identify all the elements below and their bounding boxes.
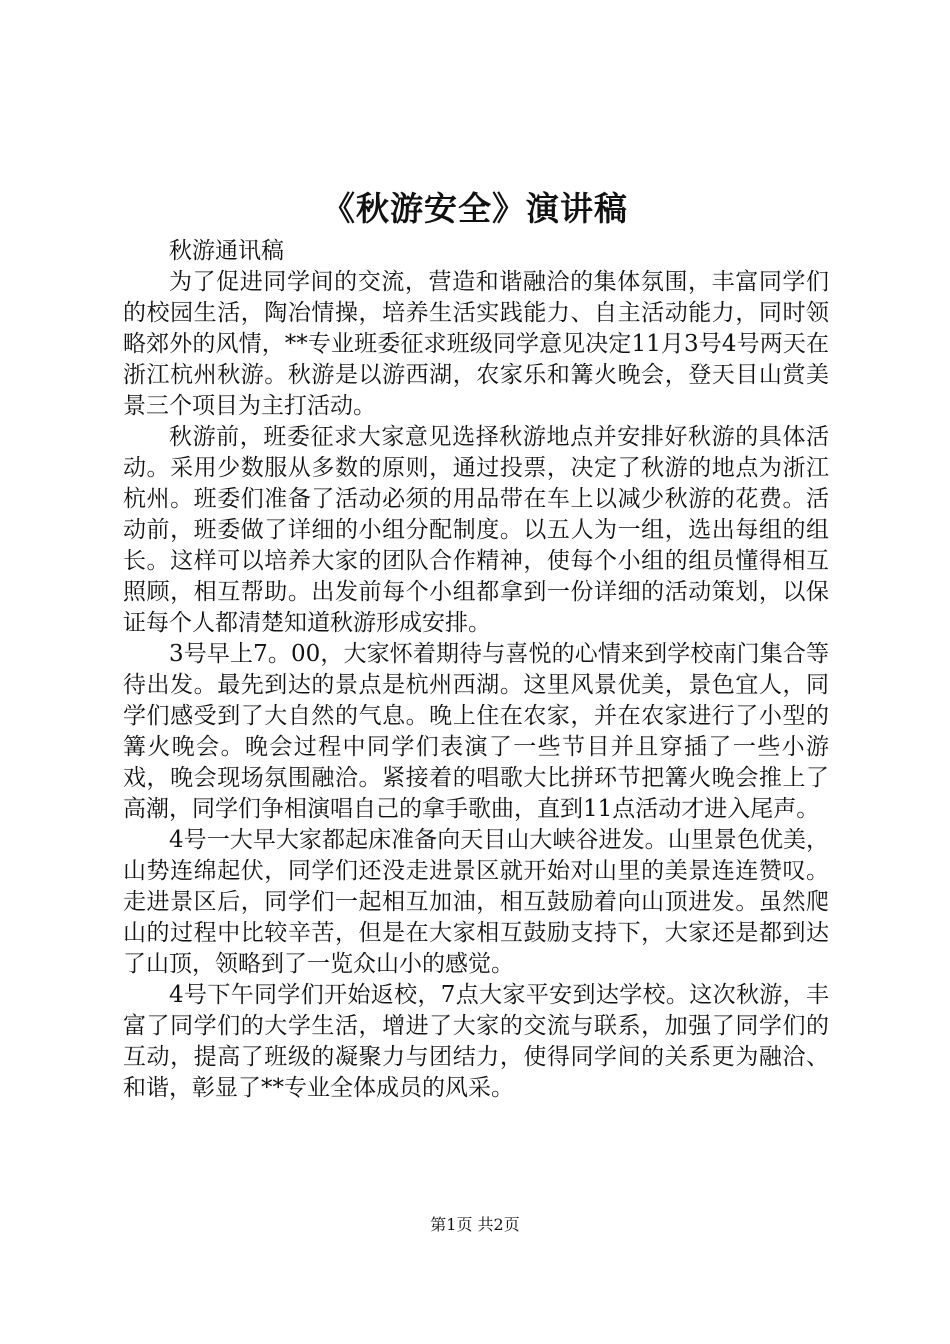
paragraph: 秋游前，班委征求大家意见选择秋游地点并安排好秋游的具体活动。采用少数服从多数的原则，通过投票，决定了秋游的地点为浙江杭州。班委们准备了活动必须的用品带在车上以减少秋游的花费。活动前，班委做了详细的小组分配制度。以五人为一组，选出每组的组长。这样可以培养大家的团队合作精神，使每个小组的组员懂得相互照顾，相互帮助。出发前每个小组都拿到一份详细的活动策划，以保证每个人都清楚知道秋游形成安排。 — [123, 424, 829, 636]
paragraph: 4号一大早大家都起床准备向天目山大峡谷进发。山里景色优美，山势连绵起伏，同学们还没走进景区就开始对山里的美景连连赞叹。走进景区后，同学们一起相互加油，相互鼓励着向山顶进发。虽然爬山的过程中比较辛苦，但是在大家相互鼓励支持下，大家还是都到达了山顶，领略到了一览众山小的感觉。 — [123, 827, 829, 977]
paragraph: 3号早上7。00，大家怀着期待与喜悦的心情来到学校南门集合等待出发。最先到达的景点是杭州西湖。这里风景优美，景色宜人，同学们感受到了大自然的气息。晚上住在农家，并在农家进行了小型的篝火晚会。晚会过程中同学们表演了一些节目并且穿插了一些小游戏，晚会现场氛围融洽。紧接着的唱歌大比拼环节把篝火晚会推上了高潮，同学们争相演唱自己的拿手歌曲，直到11点活动才进入尾声。 — [123, 641, 829, 822]
paragraph: 4号下午同学们开始返校，7点大家平安到达学校。这次秋游，丰富了同学们的大学生活，增进了大家的交流与联系，加强了同学们的互动，提高了班级的凝聚力与团结力，使得同学间的关系更为融洽、和谐，彰显了**专业全体成员的风采。 — [123, 982, 829, 1101]
page-number-footer: 第1页 共2页 — [430, 1215, 520, 1234]
document-subtitle: 秋游通讯稿 — [169, 238, 284, 264]
document-body — [123, 236, 829, 1104]
document-title: 《秋游安全》演讲稿 — [322, 189, 628, 228]
paragraph: 为了促进同学间的交流，营造和谐融洽的集体氛围，丰富同学们的校园生活，陶冶情操，培养生活实践能力、自主活动能力，同时领略郊外的风情，**专业班委征求班级同学意见决定11月3号4号两天在浙江杭州秋游。秋游是以游西湖，农家乐和篝火晚会，登天目山赏美景三个项目为主打活动。 — [123, 269, 829, 419]
